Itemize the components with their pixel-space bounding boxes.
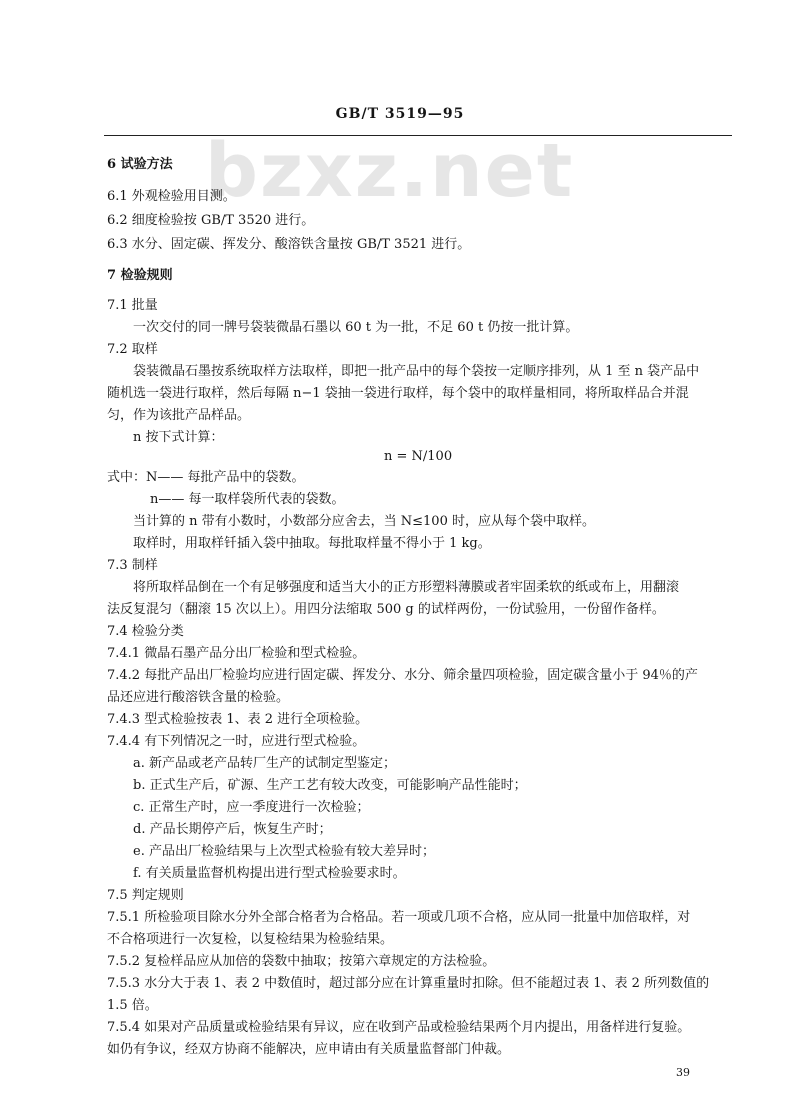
text-line: n—— 每一取样袋所代表的袋数。 bbox=[150, 492, 345, 507]
text-line: 7.5.3 水分大于表 1、表 2 中数值时，超过部分应在计算重量时扣除。但不能超过表 1、表 2 所列数值的 bbox=[107, 976, 710, 991]
text-line: 7.2 取样 bbox=[107, 342, 158, 357]
text-line: 7.5.1 所检验项目除水分外全部合格者为合格品。若一项或几项不合格，应从同一批量中加倍取样，对 bbox=[107, 910, 691, 925]
section-heading: 7 检验规则 bbox=[107, 268, 173, 283]
text-line: 取样时，用取样钎插入袋中抽取。每批取样量不得小于 1 kg。 bbox=[133, 536, 491, 551]
text-line: 随机选一袋进行取样，然后每隔 n−1 袋抽一袋进行取样，每个袋中的取样量相同，将所取样品合并混 bbox=[107, 386, 689, 401]
text-line: 将所取样品倒在一个有足够强度和适当大小的正方形塑料薄膜或者牢固柔软的纸或布上，用翻滚 bbox=[133, 580, 680, 595]
text-line: 7.5.2 复检样品应从加倍的袋数中抽取；按第六章规定的方法检验。 bbox=[107, 954, 496, 969]
text-line: 匀，作为该批产品样品。 bbox=[107, 408, 251, 423]
text-line: 7.5.4 如果对产品质量或检验结果有异议，应在收到产品或检验结果两个月内提出，用备样进行复验。 bbox=[107, 1020, 691, 1035]
text-line: 7.4.3 型式检验按表 1、表 2 进行全项检验。 bbox=[107, 712, 369, 727]
text-line: e. 产品出厂检验结果与上次型式检验有较大差异时； bbox=[133, 844, 435, 859]
text-line: 7.4 检验分类 bbox=[107, 624, 184, 639]
text-line: n 按下式计算： bbox=[133, 430, 224, 445]
page-number: 39 bbox=[676, 1066, 690, 1079]
text-line: 6.1 外观检验用目测。 bbox=[107, 189, 236, 204]
standard-number-header: GB/T 3519—95 bbox=[335, 106, 465, 122]
text-line: b. 正式生产后，矿源、生产工艺有较大改变，可能影响产品性能时； bbox=[133, 778, 527, 793]
text-line: 品还应进行酸溶铁含量的检验。 bbox=[107, 690, 290, 705]
text-line: 袋装微晶石墨按系统取样方法取样，即把一批产品中的每个袋按一定顺序排列，从 1 至 n 袋产品中 bbox=[133, 364, 700, 379]
text-line: 7.4.4 有下列情况之一时，应进行型式检验。 bbox=[107, 734, 366, 749]
text-line: 7.1 批量 bbox=[107, 298, 158, 313]
text-line: 7.4.1 微晶石墨产品分出厂检验和型式检验。 bbox=[107, 646, 366, 661]
section-heading: 6 试验方法 bbox=[107, 157, 173, 172]
text-line: 7.5 判定规则 bbox=[107, 888, 184, 903]
text-line: d. 产品长期停产后，恢复生产时； bbox=[133, 822, 332, 837]
text-line: a. 新产品或老产品转厂生产的试制定型鉴定； bbox=[133, 756, 397, 771]
text-line: 式中：N—— 每批产品中的袋数。 bbox=[107, 470, 305, 485]
text-line: 1.5 倍。 bbox=[107, 998, 158, 1013]
header-rule bbox=[104, 135, 732, 136]
text-line: n = N/100 bbox=[384, 449, 453, 464]
watermark: bzxz.net bbox=[205, 128, 575, 214]
text-line: c. 正常生产时，应一季度进行一次检验； bbox=[133, 800, 370, 815]
text-line: 当计算的 n 带有小数时，小数部分应舍去，当 N≤100 时，应从每个袋中取样。 bbox=[133, 514, 595, 529]
text-line: f. 有关质量监督机构提出进行型式检验要求时。 bbox=[133, 866, 406, 881]
text-line: 6.2 细度检验按 GB/T 3520 进行。 bbox=[107, 213, 315, 228]
text-line: 法反复混匀（翻滚 15 次以上）。用四分法缩取 500 g 的试样两份，一份试验用，一份留作备样。 bbox=[107, 602, 665, 617]
text-line: 如仍有争议，经双方协商不能解决，应申请由有关质量监督部门仲裁。 bbox=[107, 1042, 511, 1057]
text-line: 不合格项进行一次复检，以复检结果为检验结果。 bbox=[107, 932, 394, 947]
text-line: 一次交付的同一牌号袋装微晶石墨以 60 t 为一批，不足 60 t 仍按一批计算。 bbox=[133, 320, 579, 335]
text-line: 7.4.2 每批产品出厂检验均应进行固定碳、挥发分、水分、筛余量四项检验，固定碳含量小于 94％的产 bbox=[107, 668, 698, 683]
text-line: 6.3 水分、固定碳、挥发分、酸溶铁含量按 GB/T 3521 进行。 bbox=[107, 237, 471, 252]
text-line: 7.3 制样 bbox=[107, 558, 158, 573]
